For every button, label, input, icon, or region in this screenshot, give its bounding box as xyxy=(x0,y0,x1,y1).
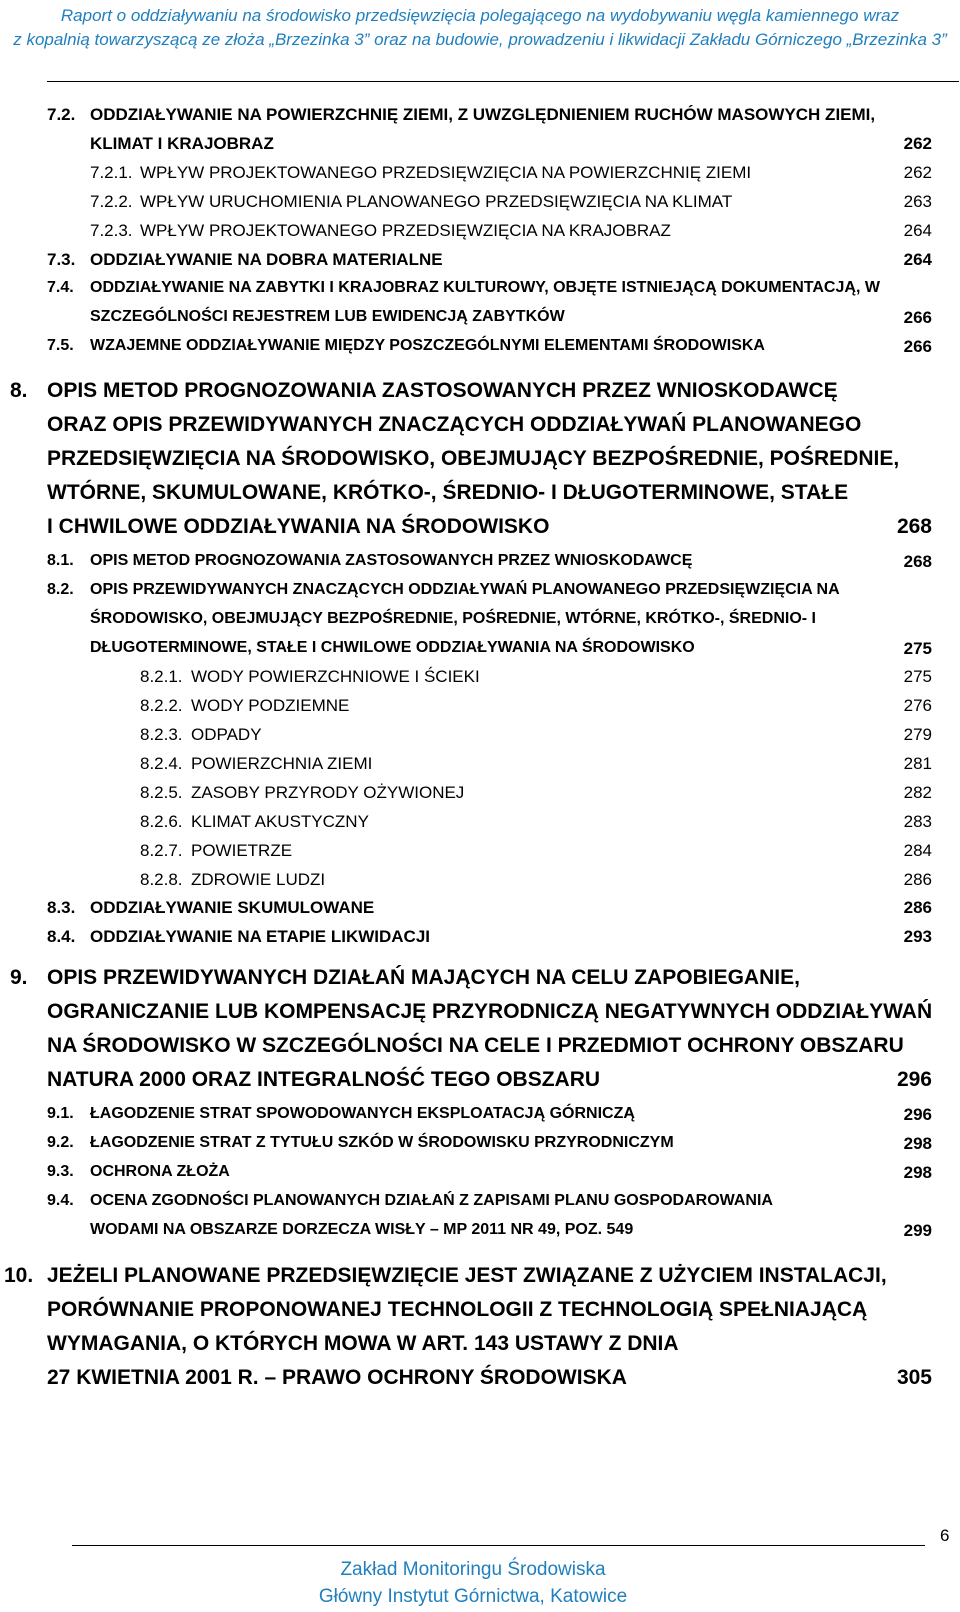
toc-entry-title: ODDZIAŁYWANIE NA DOBRA MATERIALNE xyxy=(90,250,443,269)
toc-entry-page: 286 xyxy=(903,898,932,917)
toc-entry-title-cont: SZCZEGÓLNOŚCI REJESTREM LUB EWIDENCJĄ ZABYTKÓW xyxy=(90,308,565,325)
footer-divider xyxy=(72,1545,925,1546)
toc-entry-title-cont: KLIMAT I KRAJOBRAZ xyxy=(90,134,274,153)
toc-entry-title: OCENA ZGODNOŚCI PLANOWANYCH DZIAŁAŃ Z ZAPISAMI PLANU GOSPODAROWANIA xyxy=(90,1192,773,1209)
toc-entry-title: WODY POWIERZCHNIOWE I ŚCIEKI xyxy=(191,667,480,686)
toc-chapter-number: 10. xyxy=(4,1264,34,1287)
toc-entry-number: 7.4. xyxy=(47,279,74,296)
toc-chapter-page: 305 xyxy=(896,1366,932,1389)
header-title-line-1: Raport o oddziaływaniu na środowisko przedsięwzięcia polegającego na wydobywaniu węgla kamiennego wraz xyxy=(60,6,900,25)
toc-chapter-title-line: PRZEDSIĘWZIĘCIA NA ŚRODOWISKO, OBEJMUJĄCY BEZPOŚREDNIE, POŚREDNIE, xyxy=(47,447,900,470)
toc-entry-number: 8.2.8. xyxy=(140,870,183,889)
toc-entry-title: ŁAGODZENIE STRAT Z TYTUŁU SZKÓD W ŚRODOWISKU PRZYRODNICZYM xyxy=(90,1134,674,1151)
toc-chapter-title-line: NA ŚRODOWISKO W SZCZEGÓLNOŚCI NA CELE I PRZEDMIOT OCHRONY OBSZARU xyxy=(47,1034,904,1057)
toc-entry-page: 275 xyxy=(903,639,932,658)
toc-entry-title: ODDZIAŁYWANIE NA ZABYTKI I KRAJOBRAZ KULTUROWY, OBJĘTE ISTNIEJĄCĄ DOKUMENTACJĄ, W xyxy=(90,279,880,296)
toc-entry-title: POWIETRZE xyxy=(191,841,293,860)
toc-entry-number: 8.2.4. xyxy=(140,754,183,773)
toc-entry-number: 9.1. xyxy=(47,1105,74,1122)
toc-chapter-title-line: NATURA 2000 ORAZ INTEGRALNOŚĆ TEGO OBSZARU xyxy=(47,1068,601,1091)
toc-chapter-title-line: OGRANICZANIE LUB KOMPENSACJĘ PRZYRODNICZĄ NEGATYWNYCH ODDZIAŁYWAŃ xyxy=(47,1000,933,1023)
toc-entry-page: 296 xyxy=(903,1105,932,1124)
toc-entry-page: 282 xyxy=(903,783,932,802)
toc-chapter-title-line: PORÓWNANIE PROPONOWANEJ TECHNOLOGII Z TECHNOLOGIĄ SPEŁNIAJĄCĄ xyxy=(47,1298,868,1321)
toc-entry-title: ŁAGODZENIE STRAT SPOWODOWANYCH EKSPLOATACJĄ GÓRNICZĄ xyxy=(90,1105,635,1122)
toc-entry-title-line: OPIS PRZEWIDYWANYCH ZNACZĄCYCH ODDZIAŁYWAŃ PLANOWANEGO PRZEDSIĘWZIĘCIA NA xyxy=(90,581,840,598)
toc-entry-title-line: ŚRODOWISKO, OBEJMUJĄCY BEZPOŚREDNIE, POŚREDNIE, WTÓRNE, KRÓTKO-, ŚREDNIO- I xyxy=(90,610,816,627)
toc-entry-page: 298 xyxy=(903,1134,932,1153)
toc-entry-number: 8.1. xyxy=(47,552,74,569)
toc-entry-page: 299 xyxy=(903,1221,932,1240)
toc-entry-page: 262 xyxy=(903,134,932,153)
toc-entry-page: 286 xyxy=(903,870,932,889)
toc-entry-page: 262 xyxy=(903,163,932,182)
toc-entry-number: 8.2.7. xyxy=(140,841,183,860)
toc-entry-page: 298 xyxy=(903,1163,932,1182)
toc-entry-title: WPŁYW URUCHOMIENIA PLANOWANEGO PRZEDSIĘWZIĘCIA NA KLIMAT xyxy=(140,192,733,211)
toc-entry-number: 9.3. xyxy=(47,1163,74,1180)
toc-entry-title-cont: WODAMI NA OBSZARZE DORZECZA WISŁY – MP 2011 NR 49, POZ. 549 xyxy=(90,1221,634,1238)
toc-entry-number: 7.3. xyxy=(47,250,76,269)
toc-chapter-title-line: I CHWILOWE ODDZIAŁYWANIA NA ŚRODOWISKO xyxy=(47,515,550,538)
toc-entry-number: 9.4. xyxy=(47,1192,74,1209)
toc-entry-page: 268 xyxy=(903,552,932,571)
toc-entry-number: 8.2.5. xyxy=(140,783,183,802)
toc-entry-number: 8.2.3. xyxy=(140,725,183,744)
toc-entry-title: ODDZIAŁYWANIE NA POWIERZCHNIĘ ZIEMI, Z UWZGLĘDNIENIEM RUCHÓW MASOWYCH ZIEMI, xyxy=(90,105,876,124)
toc-chapter-title-line: OPIS PRZEWIDYWANYCH DZIAŁAŃ MAJĄCYCH NA CELU ZAPOBIEGANIE, xyxy=(47,966,800,989)
toc-entry-page: 275 xyxy=(903,667,932,686)
toc-entry-title: OCHRONA ZŁOŻA xyxy=(90,1163,230,1180)
toc-chapter-page: 268 xyxy=(896,515,932,538)
toc-entry-title: ZASOBY PRZYRODY OŻYWIONEJ xyxy=(191,783,465,802)
toc-entry-number: 7.5. xyxy=(47,337,74,354)
toc-entry-number: 8.4. xyxy=(47,927,76,946)
toc-entry-title: ODDZIAŁYWANIE SKUMULOWANE xyxy=(90,898,375,917)
toc-chapter-title-line: WYMAGANIA, O KTÓRYCH MOWA W ART. 143 USTAWY Z DNIA xyxy=(47,1332,679,1355)
toc-entry-number: 7.2.3. xyxy=(90,221,133,240)
header-title-line-2: z kopalnią towarzyszącą ze złoża „Brzezinka 3” oraz na budowie, prowadzeniu i likwidacji Zakładu Górniczego „Brzezinka 3” xyxy=(13,30,947,49)
toc-entry-number: 8.2.1. xyxy=(140,667,183,686)
toc-entry-page: 284 xyxy=(903,841,932,860)
page-number: 6 xyxy=(940,1526,950,1545)
toc-entry-title-line: DŁUGOTERMINOWE, STAŁE I CHWILOWE ODDZIAŁYWANIA NA ŚRODOWISKO xyxy=(90,639,695,656)
toc-entry-page: 266 xyxy=(903,337,932,356)
footer-institution-line-1: Zakład Monitoringu Środowiska xyxy=(340,1559,606,1580)
toc-entry-title: OPIS METOD PROGNOZOWANIA ZASTOSOWANYCH PRZEZ WNIOSKODAWCĘ xyxy=(90,552,693,569)
toc-entry-number: 7.2.2. xyxy=(90,192,133,211)
toc-entry-page: 263 xyxy=(903,192,932,211)
toc-entry-title: WPŁYW PROJEKTOWANEGO PRZEDSIĘWZIĘCIA NA POWIERZCHNIĘ ZIEMI xyxy=(140,163,752,182)
toc-entry-page: 281 xyxy=(903,754,932,773)
toc-entry-page: 293 xyxy=(903,927,932,946)
toc-entry-number: 7.2.1. xyxy=(90,163,133,182)
toc-entry-page: 264 xyxy=(903,250,932,269)
footer-institution-line-2: Główny Instytut Górnictwa, Katowice xyxy=(318,1586,628,1607)
toc-entry-number: 8.2. xyxy=(47,581,74,598)
toc-entry-title: WZAJEMNE ODDZIAŁYWANIE MIĘDZY POSZCZEGÓLNYMI ELEMENTAMI ŚRODOWISKA xyxy=(90,337,765,354)
toc-entry-title: POWIERZCHNIA ZIEMI xyxy=(191,754,373,773)
toc-chapter-title-line: ORAZ OPIS PRZEWIDYWANYCH ZNACZĄCYCH ODDZIAŁYWAŃ PLANOWANEGO xyxy=(47,413,862,436)
toc-chapter-number: 8. xyxy=(10,379,28,402)
toc-entry-title: WODY PODZIEMNE xyxy=(191,696,350,715)
toc-entry-number: 7.2. xyxy=(47,105,76,124)
toc-entry-page: 283 xyxy=(903,812,932,831)
toc-entry-number: 9.2. xyxy=(47,1134,74,1151)
toc-chapter-number: 9. xyxy=(10,966,28,989)
toc-entry-title: WPŁYW PROJEKTOWANEGO PRZEDSIĘWZIĘCIA NA KRAJOBRAZ xyxy=(140,221,671,240)
toc-entry-page: 266 xyxy=(903,308,932,327)
toc-entry-page: 276 xyxy=(903,696,932,715)
toc-entry-title: KLIMAT AKUSTYCZNY xyxy=(191,812,369,831)
toc-entry-number: 8.2.6. xyxy=(140,812,183,831)
toc-entry-title: ODPADY xyxy=(191,725,262,744)
toc-entry-number: 8.3. xyxy=(47,898,76,917)
toc-entry-page: 279 xyxy=(903,725,932,744)
toc-entry-title: ODDZIAŁYWANIE NA ETAPIE LIKWIDACJI xyxy=(90,927,430,946)
page-header xyxy=(0,0,960,84)
header-divider xyxy=(47,81,959,82)
toc-entry-number: 8.2.2. xyxy=(140,696,183,715)
toc-entry-page: 264 xyxy=(903,221,932,240)
toc-chapter-title-line: WTÓRNE, SKUMULOWANE, KRÓTKO-, ŚREDNIO- I DŁUGOTERMINOWE, STAŁE xyxy=(47,481,849,504)
toc-chapter-title-line: 27 KWIETNIA 2001 R. – PRAWO OCHRONY ŚRODOWISKA xyxy=(47,1366,627,1389)
toc-entry-title: ZDROWIE LUDZI xyxy=(191,870,326,889)
toc-chapter-title-line: OPIS METOD PROGNOZOWANIA ZASTOSOWANYCH PRZEZ WNIOSKODAWCĘ xyxy=(47,379,838,402)
toc-chapter-title-line: JEŻELI PLANOWANE PRZEDSIĘWZIĘCIE JEST ZWIĄZANE Z UŻYCIEM INSTALACJI, xyxy=(47,1264,887,1287)
toc-chapter-page: 296 xyxy=(896,1068,932,1091)
